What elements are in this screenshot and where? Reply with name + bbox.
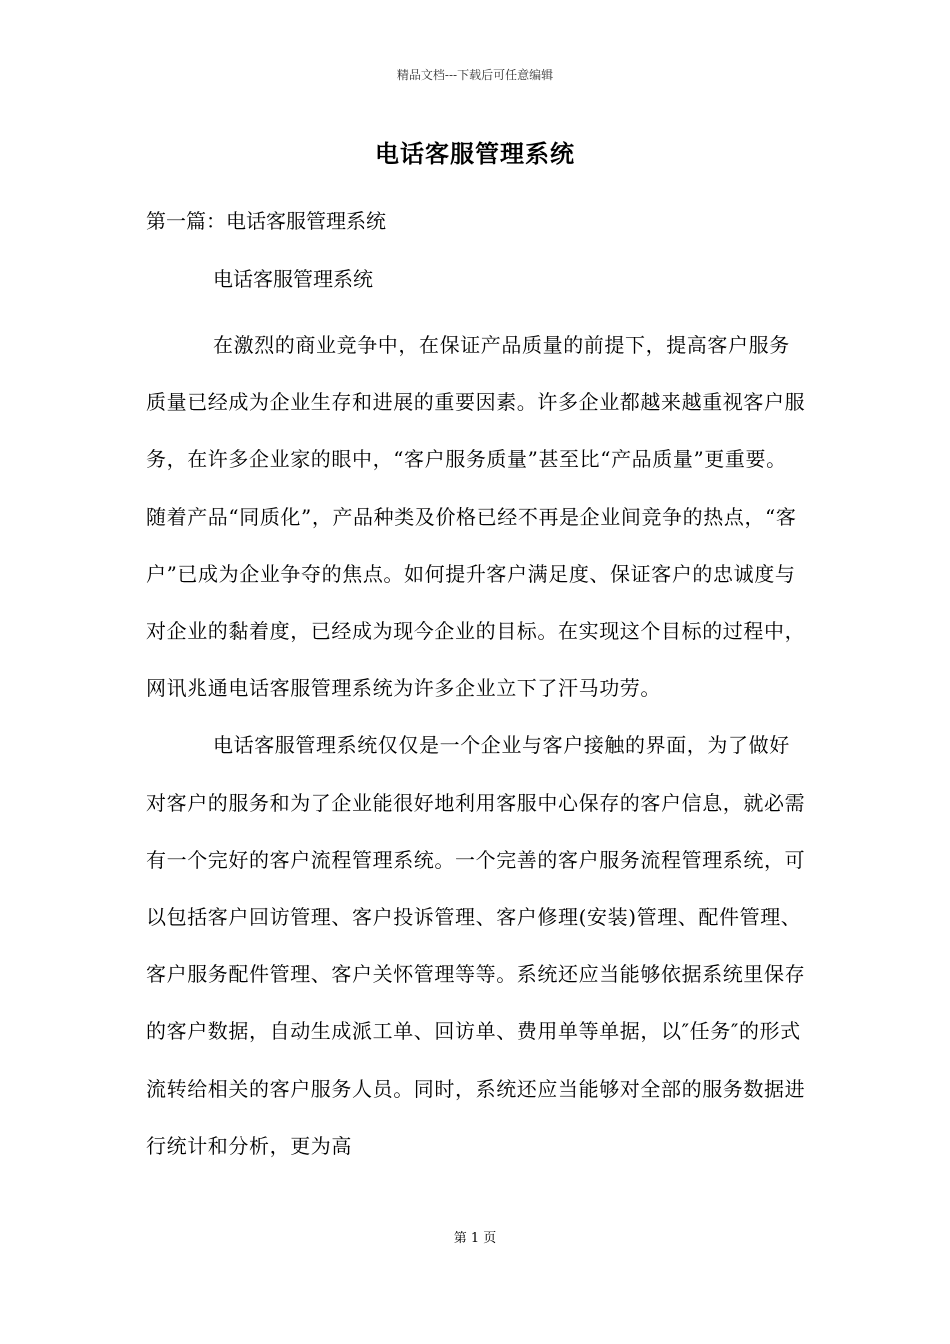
document-body: [146, 317, 806, 1175]
paragraph-1: 在激烈的商业竞争中，在保证产品质量的前提下，提高客户服务质量已经成为企业生存和进展的重要因素。许多企业都越来越重视客户服务，在许多企业家的眼中，“客户服务质量”甚至比“产品质量”更重要。随着产品“同质化”，产品种类及价格已经不再是企业间竞争的热点，“客户”已成为企业争夺的焦点。如何提升客户满足度、保证客户的忠诚度与对企业的黏着度，已经成为现今企业的目标。在实现这个目标的过程中，网讯兆通电话客服管理系统为许多企业立下了汗马功劳。: [146, 333, 806, 701]
paragraph-2: 电话客服管理系统仅仅是一个企业与客户接触的界面，为了做好对客户的服务和为了企业能很好地利用客服中心保存的客户信息，就必需有一个完好的客户流程管理系统。一个完善的客户服务流程管理系统，可以包括客户回访管理、客户投诉管理、客户修理(安装)管理、配件管理、客户服务配件管理、客户关怀管理等等。系统还应当能够依据系统里保存的客户数据，自动生成派工单、回访单、费用单等单据，以″任务″的形式流转给相关的客户服务人员。同时，系统还应当能够对全部的服务数据进行统计和分析，更为高: [146, 733, 806, 1158]
document-title: 电话客服管理系统: [375, 139, 575, 168]
page-number: 第 1 页: [453, 1231, 497, 1246]
sub-heading: 电话客服管理系统: [213, 267, 373, 291]
section-heading: 第一篇：电话客服管理系统: [146, 209, 386, 233]
header-note: 精品文档---下载后可任意编辑: [396, 68, 554, 82]
